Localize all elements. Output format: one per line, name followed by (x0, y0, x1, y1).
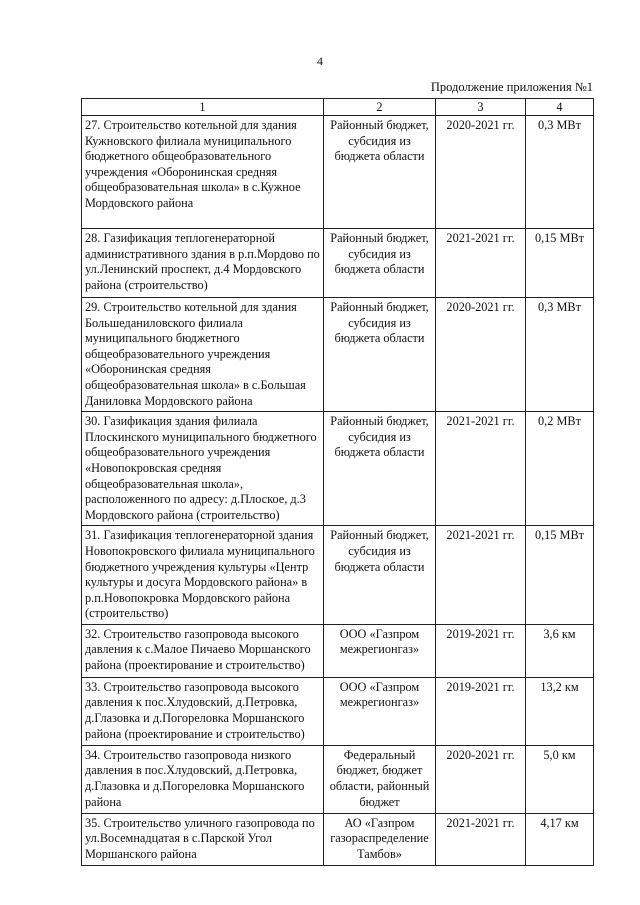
project-description: 34. Строительство газопровода низкого давления в пос.Хлудовский, д.Петровка, д.Глазовка и д.Погореловка Моршанского района (82, 745, 324, 813)
header-row (82, 99, 594, 116)
project-description: 29. Строительство котельной для здания Большеданиловского филиала муниципального бюджетного общеобразовательного учреждения «Оборонинская средняя общеобразовательная школа» в с.Большая Даниловка Мордовского района (82, 298, 324, 412)
implementation-period: 2021-2021 гг. (436, 526, 526, 625)
funding-source: Районный бюджет, субсидия из бюджета области (324, 229, 436, 298)
column-header-1: 1 (82, 99, 324, 116)
funding-source: Районный бюджет, субсидия из бюджета области (324, 526, 436, 625)
capacity: 4,17 км (526, 813, 594, 865)
table-row (82, 412, 594, 526)
table-row (82, 745, 594, 813)
implementation-period: 2019-2021 гг. (436, 677, 526, 745)
project-description: 28. Газификация теплогенераторной административного здания в р.п.Мордово по ул.Ленинский проспект, д.4 Мордовского района (строительство) (82, 229, 324, 298)
funding-source: Районный бюджет, субсидия из бюджета области (324, 116, 436, 229)
capacity: 13,2 км (526, 677, 594, 745)
funding-source: Районный бюджет, субсидия из бюджета области (324, 298, 436, 412)
project-description: 32. Строительство газопровода высокого давления к с.Малое Пичаево Моршанского района (проектирование и строительство) (82, 624, 324, 677)
page-number: 4 (317, 54, 323, 68)
table-row (82, 298, 594, 412)
projects-table (81, 98, 594, 866)
implementation-period: 2020-2021 гг. (436, 116, 526, 229)
table-row (82, 624, 594, 677)
capacity: 0,15 МВт (526, 526, 594, 625)
project-description: 31. Газификация теплогенераторной здания Новопокровского филиала муниципального бюджетного учреждения культуры «Центр культуры и досуга Мордовского района» в р.п.Новопокровка Мордовского района (строительство) (82, 526, 324, 625)
table-row (82, 526, 594, 625)
funding-source: АО «Газпром газораспределение Тамбов» (324, 813, 436, 865)
column-header-4: 4 (526, 99, 594, 116)
capacity: 0,15 МВт (526, 229, 594, 298)
funding-source: Районный бюджет, субсидия из бюджета области (324, 412, 436, 526)
funding-source: ООО «Газпром межрегионгаз» (324, 624, 436, 677)
capacity: 3,6 км (526, 624, 594, 677)
funding-source: ООО «Газпром межрегионгаз» (324, 677, 436, 745)
column-header-2: 2 (324, 99, 436, 116)
capacity: 0,2 МВт (526, 412, 594, 526)
implementation-period: 2021-2021 гг. (436, 412, 526, 526)
implementation-period: 2020-2021 гг. (436, 745, 526, 813)
table-row (82, 116, 594, 229)
table-row (82, 229, 594, 298)
capacity: 5,0 км (526, 745, 594, 813)
project-description: 33. Строительство газопровода высокого давления к пос.Хлудовский, д.Петровка, д.Глазовка и д.Погореловка Моршанского района (проектирование и строительство) (82, 677, 324, 745)
project-description: 30. Газификация здания филиала Плоскинского муниципального бюджетного общеобразовательного учреждения «Новопокровская средняя общеобразовательная школа», расположенного по адресу: д.Плоское, д.3 Мордовского района (строительство) (82, 412, 324, 526)
capacity: 0,3 МВт (526, 116, 594, 229)
continuation-label: Продолжение приложения №1 (430, 80, 593, 94)
table-row (82, 813, 594, 865)
implementation-period: 2021-2021 гг. (436, 229, 526, 298)
implementation-period: 2019-2021 гг. (436, 624, 526, 677)
column-header-3: 3 (436, 99, 526, 116)
funding-source: Федеральный бюджет, бюджет области, районный бюджет (324, 745, 436, 813)
implementation-period: 2021-2021 гг. (436, 813, 526, 865)
project-description: 35. Строительство уличного газопровода по ул.Восемнадцатая в с.Парской Угол Моршанского района (82, 813, 324, 865)
capacity: 0,3 МВт (526, 298, 594, 412)
implementation-period: 2020-2021 гг. (436, 298, 526, 412)
table-row (82, 677, 594, 745)
project-description: 27. Строительство котельной для здания Кужновского филиала муниципального бюджетного общеобразовательного учреждения «Оборонинская средняя общеобразовательная школа» в с.Кужное Мордовского района (82, 116, 324, 229)
